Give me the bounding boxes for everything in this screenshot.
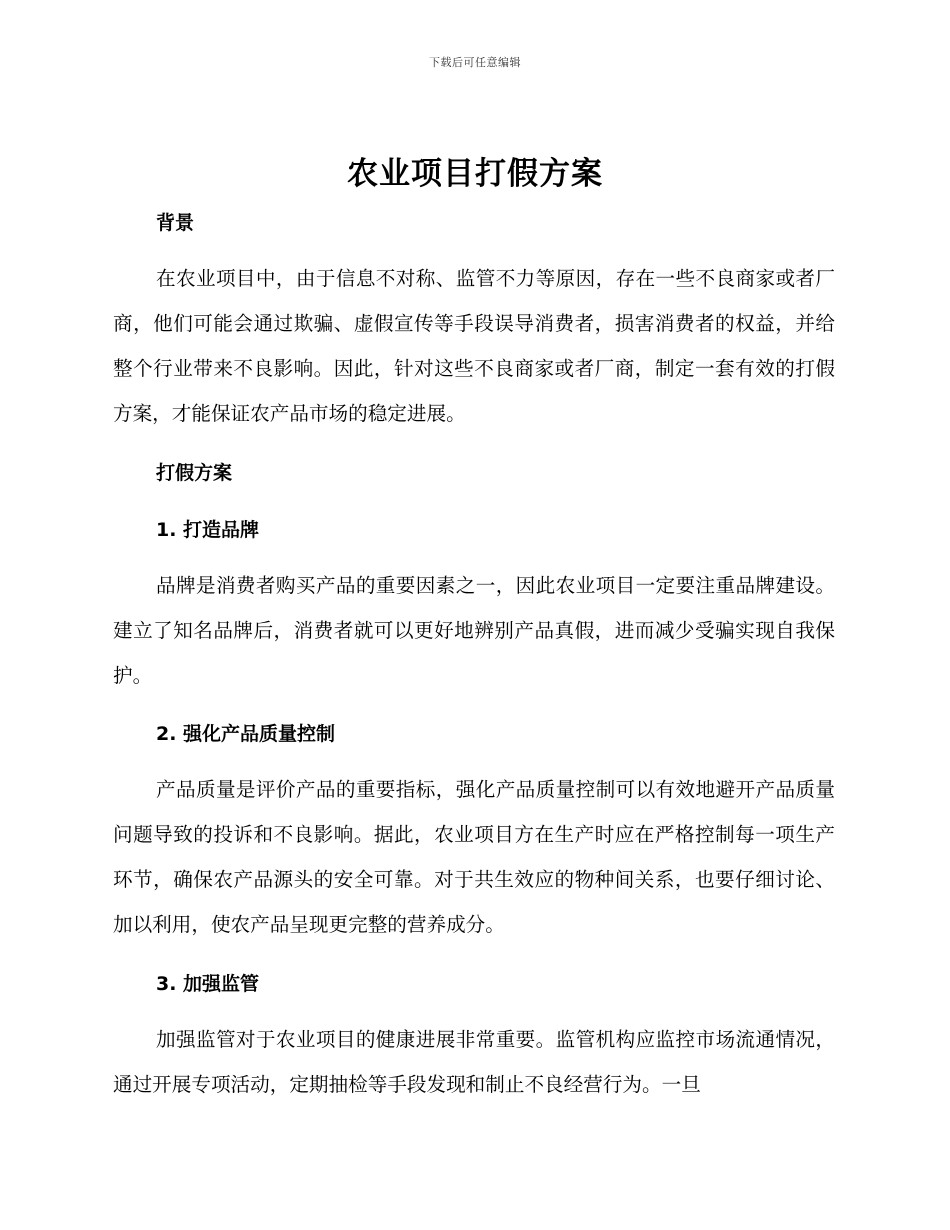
section-heading-anti-counterfeit-plan: 打假方案 — [156, 462, 233, 484]
section-heading-brand-building: 1. 打造品牌 — [156, 519, 260, 541]
document-title: 农业项目打假方案 — [347, 156, 603, 192]
paragraph-brand-building: 品牌是消费者购买产品的重要因素之一，因此农业项目一定要注重品牌建设。建立了知名品牌后，消费者就可以更好地辨别产品真假，进而减少受骗实现自我保护。 — [113, 574, 835, 687]
section-heading-quality-control: 2. 强化产品质量控制 — [156, 723, 336, 745]
header-note: 下载后可任意编辑 — [429, 56, 521, 69]
paragraph-strengthen-supervision: 加强监管对于农业项目的健康进展非常重要。监管机构应监控市场流通情况，通过开展专项活动，定期抽检等手段发现和制止不良经营行为。一旦 — [113, 1028, 835, 1096]
paragraph-background: 在农业项目中，由于信息不对称、监管不力等原因，存在一些不良商家或者厂商，他们可能会通过欺骗、虚假宣传等手段误导消费者，损害消费者的权益，并给整个行业带来不良影响。因此，针对这些不良商家或者厂商，制定一套有效的打假方案，才能保证农产品市场的稳定进展。 — [113, 267, 835, 425]
section-heading-strengthen-supervision: 3. 加强监管 — [156, 973, 260, 995]
paragraph-quality-control: 产品质量是评价产品的重要指标，强化产品质量控制可以有效地避开产品质量问题导致的投诉和不良影响。据此，农业项目方在生产时应在严格控制每一项生产环节，确保农产品源头的安全可靠。对于共生效应的物种间关系，也要仔细讨论、加以利用，使农产品呈现更完整的营养成分。 — [113, 778, 835, 936]
section-heading-background: 背景 — [156, 212, 195, 234]
